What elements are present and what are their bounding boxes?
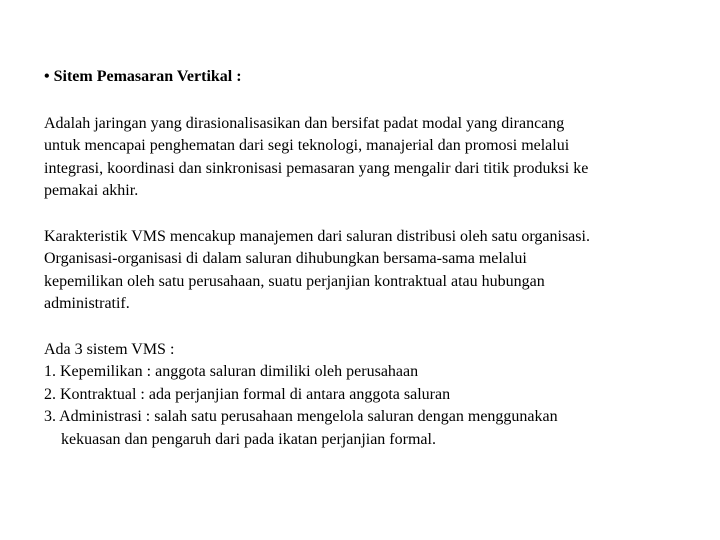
characteristics-paragraph <box>44 226 684 316</box>
list-intro: Ada 3 sistem VMS : <box>44 340 175 358</box>
list-item: 1. Kepemilikan : anggota saluran dimiliki oleh perusahaan <box>44 363 419 380</box>
definition-line: untuk mencapai penghematan dari segi teknologi, manajerial dan promosi melalui <box>44 137 570 154</box>
definition-paragraph <box>44 113 684 203</box>
definition-line: Adalah jaringan yang dirasionalisasikan dan bersifat padat modal yang dirancang <box>44 114 565 132</box>
list-item: 2. Kontraktual : ada perjanjian formal di antara anggota saluran <box>44 385 451 403</box>
characteristics-line: kepemilikan oleh satu perusahaan, suatu perjanjian kontraktual atau hubungan <box>44 272 545 290</box>
characteristics-line: administratif. <box>44 295 130 312</box>
list-item: 3. Administrasi : salah satu perusahaan mengelola saluran dengan menggunakan <box>44 408 558 425</box>
definition-line: pemakai akhir. <box>44 182 139 199</box>
vms-systems-list <box>44 339 684 452</box>
definition-line: integrasi, koordinasi dan sinkronisasi pemasaran yang mengalir dari titik produksi ke <box>44 159 589 177</box>
characteristics-line: Organisasi-organisasi di dalam saluran dihubungkan bersama-sama melalui <box>44 250 527 267</box>
list-item-continuation: kekuasan dan pengaruh dari pada ikatan perjanjian formal. <box>61 430 436 448</box>
slide-heading: • Sitem Pemasaran Vertikal : <box>44 68 242 85</box>
characteristics-line: Karakteristik VMS mencakup manajemen dari saluran distribusi oleh satu organisasi. <box>44 227 590 245</box>
slide-content <box>44 66 684 474</box>
